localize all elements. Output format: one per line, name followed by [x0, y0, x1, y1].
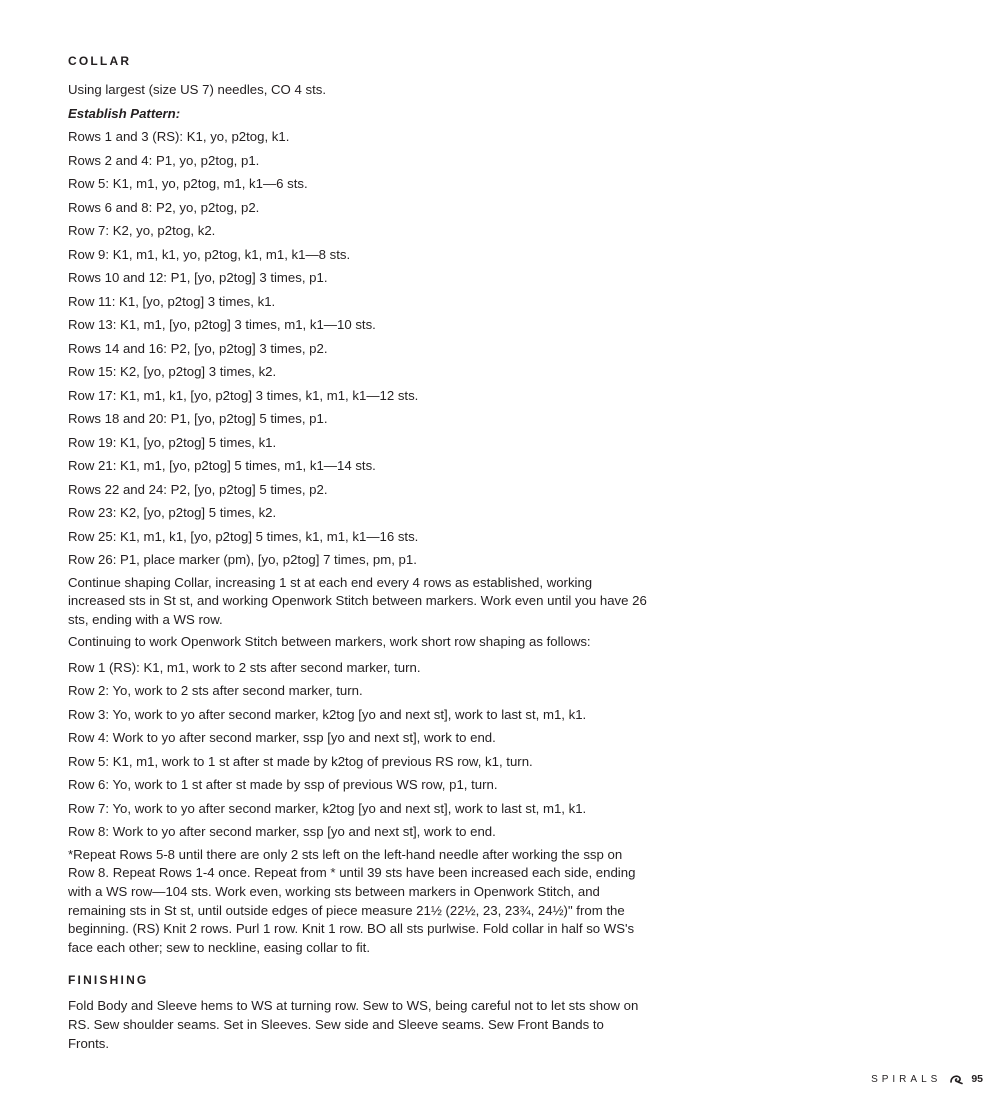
pattern-row: Row 21: K1, m1, [yo, p2tog] 5 times, m1, k1—14 sts.: [68, 458, 376, 473]
pattern-row: Row 23: K2, [yo, p2tog] 5 times, k2.: [68, 505, 277, 520]
short-row: Row 3: Yo, work to yo after second marker, k2tog [yo and next st], work to last st, m1, k1.: [68, 706, 587, 722]
collar-heading: COLLAR: [68, 54, 132, 68]
finishing-heading: FINISHING: [68, 973, 149, 988]
pattern-row: Rows 10 and 12: P1, [yo, p2tog] 3 times, p1.: [68, 270, 328, 285]
pattern-row: Row 19: K1, [yo, p2tog] 5 times, k1.: [68, 434, 277, 450]
page-footer: [871, 1073, 983, 1085]
footer-book-title: SPIRALS: [871, 1073, 942, 1085]
pattern-row: Rows 2 and 4: P1, yo, p2tog, p1.: [68, 152, 260, 168]
pattern-row: Row 11: K1, [yo, p2tog] 3 times, k1.: [68, 293, 276, 309]
establish-pattern-subhead: Establish Pattern:: [68, 105, 181, 121]
page-number: 95: [971, 1073, 983, 1085]
repeat-paragraph: *Repeat Rows 5-8 until there are only 2 sts left on the left-hand needle after working the ssp on Row 8. Repeat Rows 1-4 once. Repeat from * until 39 sts have been increased each side, ending with a WS row—104 sts. Work even, working sts between markers in Openwork Stitch, and remaining sts in St st, until outside edges of piece measure 21½ (22½, 23, 23¾, 24½)" from the beginning. (RS) Knit 2 rows. Purl 1 row. Knit 1 row. BO all sts purlwise. Fold collar in half so WS's face each other; sew to neckline, easing collar to fit.: [68, 846, 636, 955]
pattern-row: Row 5: K1, m1, yo, p2tog, m1, k1—6 sts.: [68, 176, 308, 191]
short-row: Row 8: Work to yo after second marker, ssp [yo and next st], work to end.: [68, 824, 496, 840]
finishing-paragraph: Fold Body and Sleeve hems to WS at turning row. Sew to WS, being careful not to let sts show on RS. Sew shoulder seams. Set in Sleeves. Sew side and Sleeve seams. Sew Front Bands to Fronts.: [68, 998, 639, 1051]
pattern-row: Row 13: K1, m1, [yo, p2tog] 3 times, m1, k1—10 sts.: [68, 317, 376, 332]
pattern-row: Rows 14 and 16: P2, [yo, p2tog] 3 times, p2.: [68, 340, 328, 356]
pattern-row: Row 25: K1, m1, k1, [yo, p2tog] 5 times, k1, m1, k1—16 sts.: [68, 528, 419, 544]
short-row: Row 7: Yo, work to yo after second marker, k2tog [yo and next st], work to last st, m1, k1.: [68, 800, 587, 816]
page-content: [68, 52, 648, 1057]
short-row: Row 4: Work to yo after second marker, ssp [yo and next st], work to end.: [68, 730, 496, 746]
short-row: Row 2: Yo, work to 2 sts after second marker, turn.: [68, 683, 363, 699]
pattern-row: Row 17: K1, m1, k1, [yo, p2tog] 3 times, k1, m1, k1—12 sts.: [68, 387, 419, 403]
pattern-row: Row 15: K2, [yo, p2tog] 3 times, k2.: [68, 364, 277, 379]
short-row-intro-paragraph: Continuing to work Openwork Stitch between markers, work short row shaping as follows:: [68, 634, 591, 650]
pattern-row: Row 26: P1, place marker (pm), [yo, p2tog] 7 times, pm, p1.: [68, 552, 417, 567]
spiral-ornament-icon: [949, 1073, 963, 1085]
pattern-row: Rows 1 and 3 (RS): K1, yo, p2tog, k1.: [68, 129, 290, 144]
short-row: Row 1 (RS): K1, m1, work to 2 sts after second marker, turn.: [68, 659, 421, 675]
pattern-row: Row 9: K1, m1, k1, yo, p2tog, k1, m1, k1—8 sts.: [68, 246, 351, 262]
collar-intro: Using largest (size US 7) needles, CO 4 sts.: [68, 82, 326, 97]
pattern-row: Rows 22 and 24: P2, [yo, p2tog] 5 times, p2.: [68, 481, 328, 497]
short-row: Row 6: Yo, work to 1 st after st made by ssp of previous WS row, p1, turn.: [68, 777, 498, 793]
pattern-row: Rows 6 and 8: P2, yo, p2tog, p2.: [68, 199, 260, 215]
pattern-row: Rows 18 and 20: P1, [yo, p2tog] 5 times, p1.: [68, 411, 328, 426]
short-row: Row 5: K1, m1, work to 1 st after st made by k2tog of previous RS row, k1, turn.: [68, 753, 533, 769]
continue-shaping-paragraph: Continue shaping Collar, increasing 1 st at each end every 4 rows as established, working increased sts in St st, and working Openwork Stitch between markers. Work even until you have 26 sts, ending with a WS row.: [68, 574, 647, 627]
pattern-row: Row 7: K2, yo, p2tog, k2.: [68, 223, 216, 238]
